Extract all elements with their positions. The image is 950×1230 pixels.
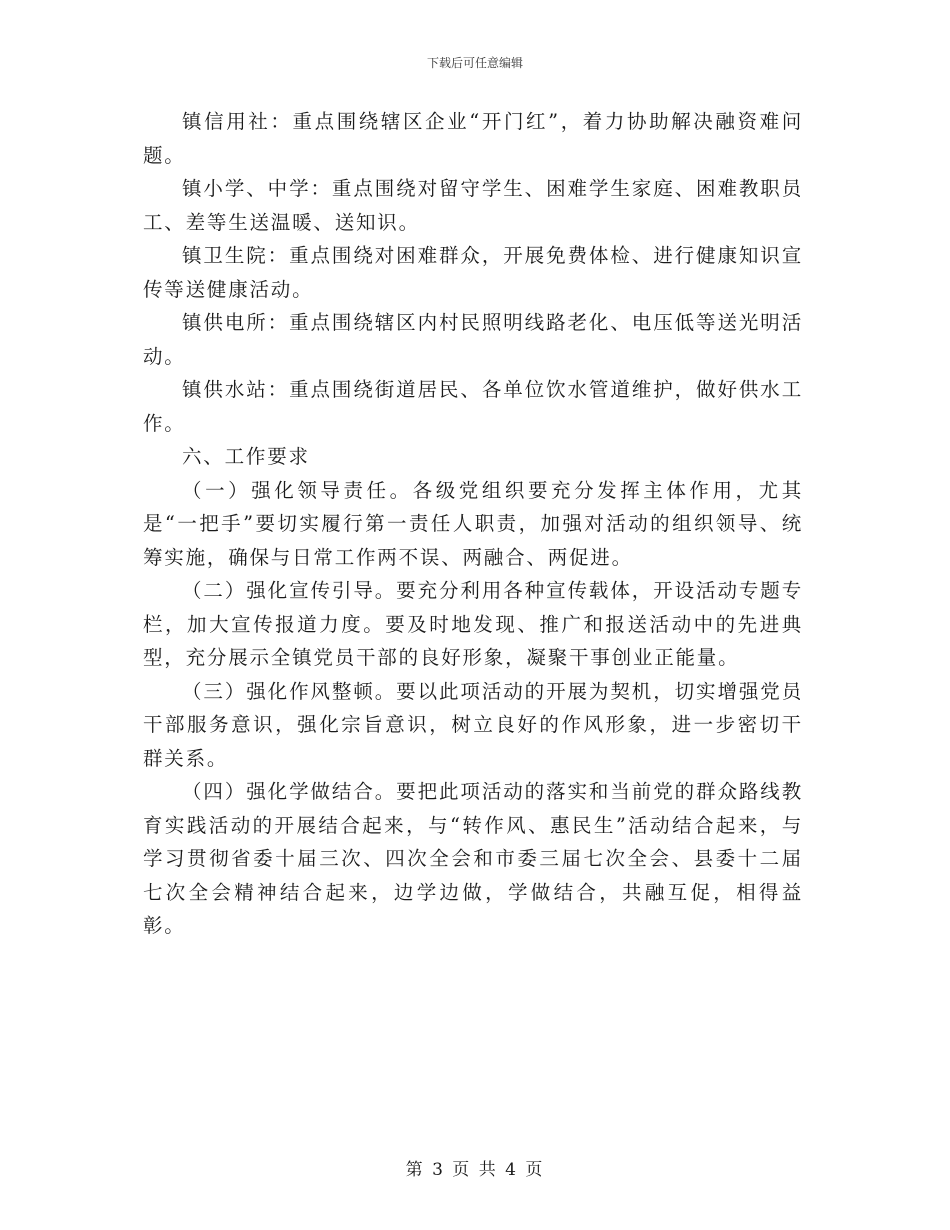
paragraph-requirement-4: （四）强化学做结合。要把此项活动的落实和当前党的群众路线教育实践活动的开展结合起来，与“转作风、惠民生”活动结合起来，与学习贯彻省委十届三次、四次全会和市委三届七次全会、县委十二届七次全会精神结合起来，边学边做，学做结合，共融互促，相得益彰。 bbox=[143, 780, 803, 937]
paragraph-credit-union: 镇信用社：重点围绕辖区企业“开门红”，着力协助解决融资难问题。 bbox=[143, 110, 803, 167]
paragraph-water-station: 镇供水站：重点围绕街道居民、各单位饮水管道维护，做好供水工作。 bbox=[143, 378, 803, 435]
paragraph-requirement-1: （一）强化领导责任。各级党组织要充分发挥主体作用，尤其是“一把手”要切实履行第一责任人职责，加强对活动的组织领导、统筹实施，确保与日常工作两不误、两融合、两促进。 bbox=[143, 478, 803, 569]
paragraph-power-station: 镇供电所：重点围绕辖区内村民照明线路老化、电压低等送光明活动。 bbox=[143, 311, 803, 368]
page-number-footer: 第 3 页 共 4 页 bbox=[405, 1160, 545, 1180]
paragraph-schools: 镇小学、中学：重点围绕对留守学生、困难学生家庭、困难教职员工、差等生送温暖、送知识。 bbox=[143, 177, 803, 234]
paragraph-requirement-3: （三）强化作风整顿。要以此项活动的开展为契机，切实增强党员干部服务意识，强化宗旨意识，树立良好的作风形象，进一步密切干群关系。 bbox=[143, 679, 803, 770]
document-body bbox=[143, 105, 803, 943]
section-heading-work-requirements: 六、工作要求 bbox=[182, 445, 310, 468]
paragraph-requirement-2: （二）强化宣传引导。要充分利用各种宣传载体，开设活动专题专栏，加大宣传报道力度。要及时地发现、推广和报送活动中的先进典型，充分展示全镇党员干部的良好形象，凝聚干事创业正能量。 bbox=[143, 579, 803, 669]
paragraph-health-center: 镇卫生院：重点围绕对困难群众，开展免费体检、进行健康知识宣传等送健康活动。 bbox=[143, 244, 803, 301]
page-header: 下载后可任意编辑 bbox=[426, 56, 523, 70]
